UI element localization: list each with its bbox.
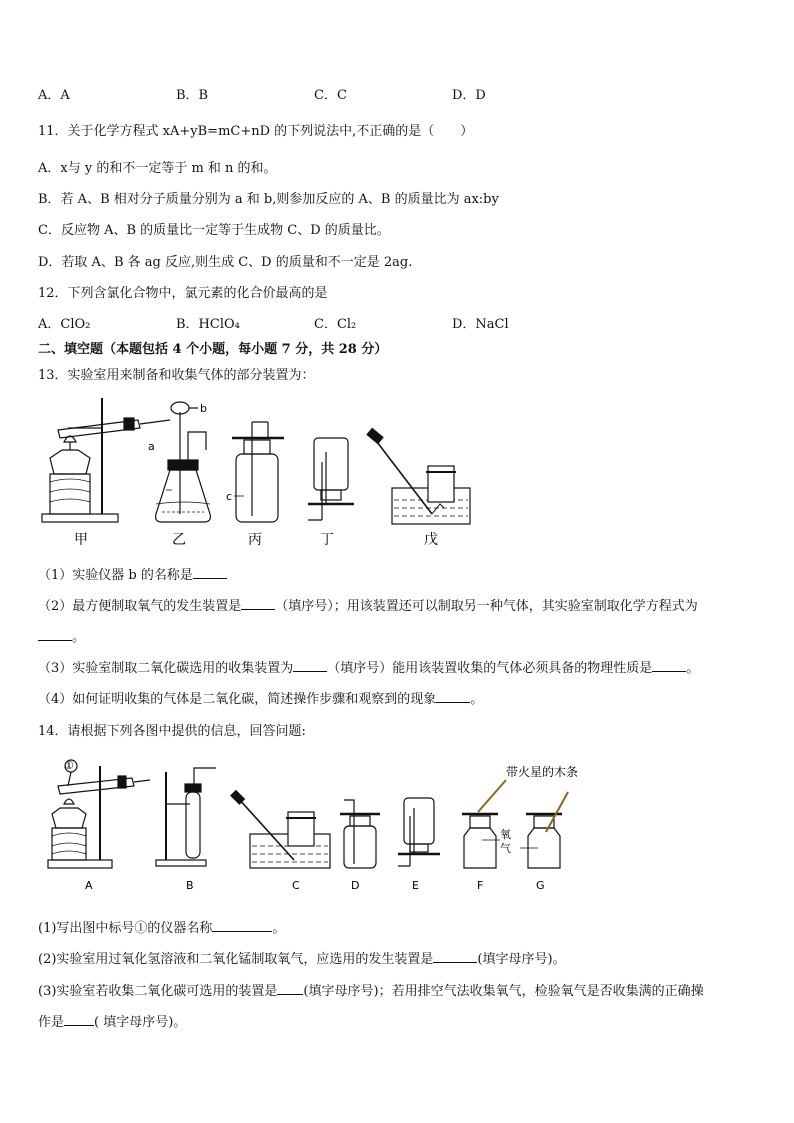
q14-label-e: E [412,879,419,892]
q11-option-b: B．若 A、B 相对分子质量分别为 a 和 b,则参加反应的 A、B 的质量比为 ax:by [38,192,499,207]
q14-part1: (1)写出图中标号①的仪器名称 。 [38,921,286,936]
q14-mark-1: ① [64,759,74,772]
q13-mark-b: b [200,402,207,415]
answer-blank[interactable] [193,566,227,579]
q14-label-c: C [292,879,300,892]
q13-mark-c: c [226,490,233,503]
q13-label-yi: 乙 [172,532,186,548]
q11-stem: 11．关于化学方程式 xA+yB=mC+nD 的下列说法中,不正确的是（ ） [38,124,474,139]
q13-mark-a: a [148,440,155,453]
q12-option-d: D．NaCl [452,317,509,332]
answer-blank[interactable] [241,597,275,610]
q13-part2-cont: 。 [38,626,85,645]
q14-stem: 14．请根据下列各图中提供的信息，回答问题: [38,724,306,739]
q13-part4: （4）如何证明收集的气体是二氧化碳，简述操作步骤和观察到的现象 。 [38,692,484,707]
q13-apparatus-figure [38,392,478,550]
answer-blank[interactable] [64,1013,94,1026]
answer-blank[interactable] [436,690,470,703]
q14-apparatus-figure [38,756,578,896]
q14-part3-cont: 作是 ( 填字母序号)。 [38,1015,187,1030]
q14-oxygen-label-2: 气 [500,842,511,855]
q13-part2: （2）最方便制取氧气的发生装置是 （填序号）；用该装置还可以制取另一种气体，其实验室制取化学方程式为 [38,599,698,614]
answer-blank[interactable] [38,628,72,641]
q14-label-b: B [186,879,194,892]
q10-option-a: A．A [38,88,70,103]
q12-option-c: C．Cl₂ [314,317,357,332]
q14-label-d: D [351,879,360,892]
q10-option-d: D．D [452,88,486,103]
answer-blank[interactable] [212,919,272,932]
q13-part1: （1）实验仪器 b 的名称是 [38,564,227,583]
answer-blank[interactable] [433,950,477,963]
answer-blank[interactable] [293,659,327,672]
q13-part3: （3）实验室制取二氧化碳选用的收集装置为 （填序号）能用该装置收集的气体必须具备的物理性质是 。 [38,661,700,676]
q12-option-a: A．ClO₂ [38,317,91,332]
q13-label-wu: 戊 [424,532,438,548]
q12-option-b: B．HClO₄ [176,317,240,332]
q13-label-jia: 甲 [74,532,88,548]
q14-label-g: G [536,879,545,892]
q13-label-ding: 丁 [320,532,334,548]
q12-stem: 12．下列含氯化合物中，氯元素的化合价最高的是 [38,286,328,301]
section-heading: 二、填空题（本题包括 4 个小题，每小题 7 分，共 28 分） [38,342,388,357]
q11-option-c: C．反应物 A、B 的质量比一定等于生成物 C、D 的质量比。 [38,223,390,238]
q10-option-c: C．C [314,88,347,103]
answer-blank[interactable] [277,982,303,995]
q13-label-bing: 丙 [248,532,262,548]
q11-option-a: A．x与 y 的和不一定等于 m 和 n 的和。 [38,161,277,176]
q14-oxygen-label-1: 氧 [500,828,511,841]
q14-part3: (3)实验室若收集二氧化碳可选用的装置是 (填字母序号)；若用排空气法收集氧气，检验氧气是否收集满的正确操 [38,984,704,999]
q10-option-b: B．B [176,88,209,103]
answer-blank[interactable] [652,659,686,672]
q14-label-f: F [477,879,484,892]
q14-splint-label: 带火星的木条 [506,765,578,779]
q14-label-a: A [85,879,93,892]
q11-option-d: D．若取 A、B 各 ag 反应,则生成 C、D 的质量和不一定是 2ag. [38,255,413,270]
q14-part2: (2)实验室用过氧化氢溶液和二氧化锰制取氧气，应选用的发生装置是 (填字母序号)。 [38,952,566,967]
q13-stem: 13．实验室用来制备和收集气体的部分装置为： [38,368,315,383]
